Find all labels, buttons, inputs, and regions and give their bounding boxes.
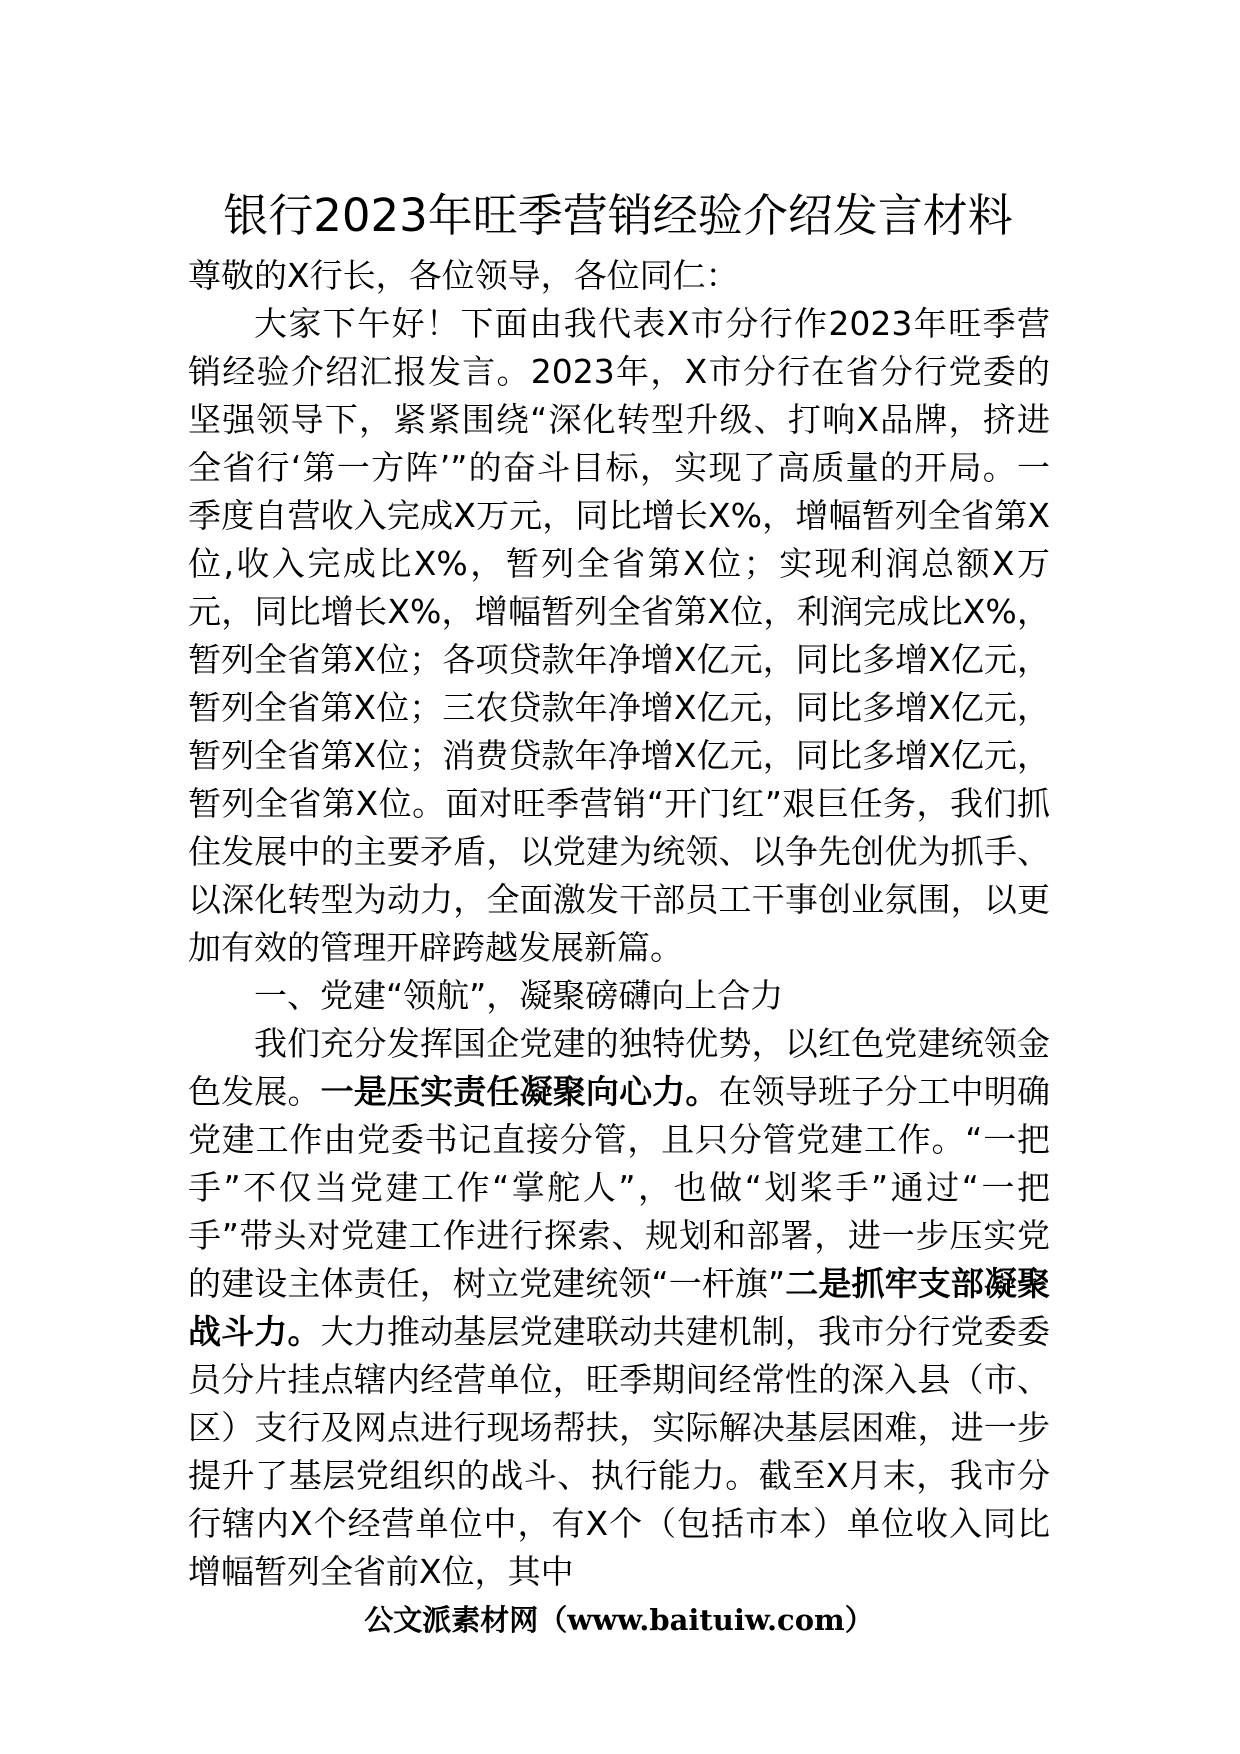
section-lead: 我们充分发挥国企党建的独特优势，以红色党建统领金色发展。 (188, 1024, 1050, 1111)
document-body (188, 252, 1050, 1596)
point-one-title: 一是压实责任凝聚向心力。 (320, 1072, 719, 1111)
document-title: 银行2023年旺季营销经验介绍发言材料 (223, 189, 1013, 242)
point-two-text: 大力推动基层党建联动共建机制，我市分行党委委员分片挂点辖内经营单位，旺季期间经常性的深入县（市、区）支行及网点进行现场帮扶，实际解决基层困难，进一步提升了基层党组织的战斗、执行能力。截至X月末，我市分行辖内X个经营单位中，有X个（包括市本）单位收入同比增幅暂列全省前X位，其中 (188, 1312, 1051, 1591)
intro-paragraph: 大家下午好！下面由我代表X市分行作2023年旺季营销经验介绍汇报发言。2023年，X市分行在省分行党委的坚强领导下，紧紧围绕“深化转型升级、打响X品牌，挤进全省行‘第一方阵’”的奋斗目标，实现了高质量的开局。一季度自营收入完成X万元，同比增长X%，增幅暂列全省第X位,收入完成比X%，暂列全省第X位；实现利润总额X万元，同比增长X%，增幅暂列全省第X位，利润完成比X%，暂列全省第X位；各项贷款年净增X亿元，同比多增X亿元，暂列全省第X位；三农贷款年净增X亿元，同比多增X亿元，暂列全省第X位；消费贷款年净增X亿元，同比多增X亿元，暂列全省第X位。面对旺季营销“开门红”艰巨任务，我们抓住发展中的主要矛盾，以党建为统领、以争先创优为抓手、以深化转型为动力，全面激发干部员工干事创业氛围，以更加有效的管理开辟跨越发展新篇。 (188, 304, 1050, 967)
section-heading: 一、党建“领航”，凝聚磅礴向上合力 (254, 976, 784, 1015)
point-one-text: 在领导班子分工中明确党建工作由党委书记直接分管，且只分管党建工作。“一把手”不仅当党建工作“掌舵人”，也做“划桨手”通过“一把手”带头对党建工作进行探索、规划和部署，进一步压实党的建设主体责任，树立党建统领“一杆旗” (188, 1072, 1051, 1303)
salutation: 尊敬的X行长，各位领导，各位同仁： (188, 256, 739, 295)
footer-watermark: 公文派素材网（www.baituiw.com） (364, 1603, 874, 1637)
point-two-title: 二是抓牢支部凝聚战斗力。 (188, 1264, 1051, 1351)
section-paragraph (188, 1020, 1050, 1596)
